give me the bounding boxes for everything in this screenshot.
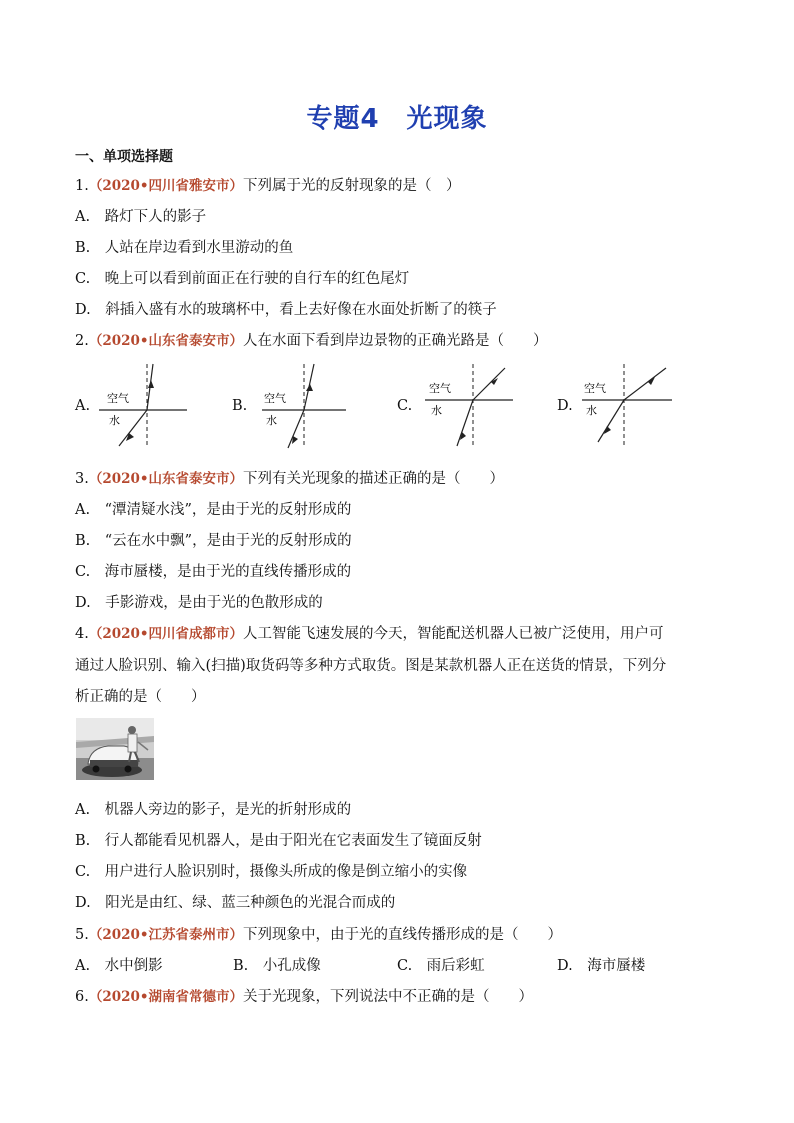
- question-number: 4.: [75, 626, 89, 642]
- option-c: C. 用户进行人脸识别时，摄像头所成的像是倒立缩小的实像: [75, 864, 468, 880]
- question-source: （2020•山东省泰安市）: [88, 333, 244, 349]
- question-stem: 下列有关光现象的描述正确的是（ ）: [243, 471, 505, 487]
- air-label: 空气: [429, 382, 451, 395]
- question-2: [75, 329, 548, 350]
- water-label: 水: [431, 404, 442, 417]
- question-4: [75, 622, 664, 643]
- light-path-diagram-b: [248, 360, 348, 450]
- question-stem-line-3: 析正确的是（ ）: [75, 689, 206, 705]
- question-stem-line-2: 通过人脸识别、输入(扫描)取货码等多种方式取货。图是某款机器人正在送货的情景，下列分: [75, 658, 667, 674]
- option-b: B. 小孔成像: [233, 958, 321, 974]
- question-source: （2020•四川省雅安市）: [88, 178, 244, 194]
- question-source: （2020•四川省成都市）: [88, 626, 244, 642]
- question-number: 3.: [75, 471, 89, 487]
- water-label: 水: [266, 414, 277, 427]
- option-b: B. “云在水中飘”，是由于光的反射形成的: [75, 533, 352, 549]
- question-6: [75, 985, 533, 1006]
- diagram-c-letter: C.: [397, 398, 413, 414]
- page-title: 专题4 光现象: [306, 104, 488, 134]
- option-a: A. “潭清疑水浅”，是由于光的反射形成的: [75, 502, 352, 518]
- option-c: C. 雨后彩虹: [397, 958, 485, 974]
- water-label: 水: [109, 414, 120, 427]
- delivery-robot-photo: [76, 718, 154, 780]
- air-label: 空气: [107, 392, 129, 405]
- question-1: [75, 174, 461, 195]
- section-heading: 一、单项选择题: [75, 149, 173, 165]
- option-a: A. 路灯下人的影子: [75, 209, 207, 225]
- diagram-a-letter: A.: [75, 398, 91, 414]
- light-path-diagram-a: [93, 360, 189, 450]
- option-a: A. 机器人旁边的影子，是光的折射形成的: [75, 802, 352, 818]
- air-label: 空气: [584, 382, 606, 395]
- question-source: （2020•湖南省常德市）: [88, 989, 244, 1005]
- option-c: C. 晚上可以看到前面正在行驶的自行车的红色尾灯: [75, 271, 410, 287]
- option-d: D. 手影游戏，是由于光的色散形成的: [75, 595, 323, 611]
- question-stem: 人在水面下看到岸边景物的正确光路是（ ）: [243, 333, 548, 349]
- question-source: （2020•江苏省泰州市）: [88, 927, 244, 943]
- option-d: D. 海市蜃楼: [557, 958, 646, 974]
- option-b: B. 行人都能看见机器人，是由于阳光在它表面发生了镜面反射: [75, 833, 482, 849]
- question-number: 2.: [75, 333, 89, 349]
- light-path-diagram-d: [576, 360, 676, 450]
- light-path-diagram-c: [415, 360, 515, 450]
- question-number: 5.: [75, 927, 89, 943]
- air-label: 空气: [264, 392, 286, 405]
- question-number: 6.: [75, 989, 89, 1005]
- option-d: D. 阳光是由红、绿、蓝三种颜色的光混合而成的: [75, 895, 396, 911]
- question-stem: 下列现象中，由于光的直线传播形成的是（ ）: [243, 927, 563, 943]
- question-source: （2020•山东省泰安市）: [88, 471, 244, 487]
- option-a: A. 水中倒影: [75, 958, 163, 974]
- question-stem: 下列属于光的反射现象的是（ ）: [243, 178, 461, 194]
- water-label: 水: [586, 404, 597, 417]
- question-5: [75, 923, 562, 944]
- question-number: 1.: [75, 178, 89, 194]
- option-b: B. 人站在岸边看到水里游动的鱼: [75, 240, 294, 256]
- option-d: D. 斜插入盛有水的玻璃杯中，看上去好像在水面处折断了的筷子: [75, 302, 497, 318]
- option-c: C. 海市蜃楼，是由于光的直线传播形成的: [75, 564, 352, 580]
- diagram-d-letter: D.: [557, 398, 573, 414]
- question-stem: 人工智能飞速发展的今天，智能配送机器人已被广泛使用，用户可: [243, 626, 664, 642]
- diagram-b-letter: B.: [232, 398, 248, 414]
- question-3: [75, 467, 504, 488]
- question-stem: 关于光现象，下列说法中不正确的是（ ）: [243, 989, 534, 1005]
